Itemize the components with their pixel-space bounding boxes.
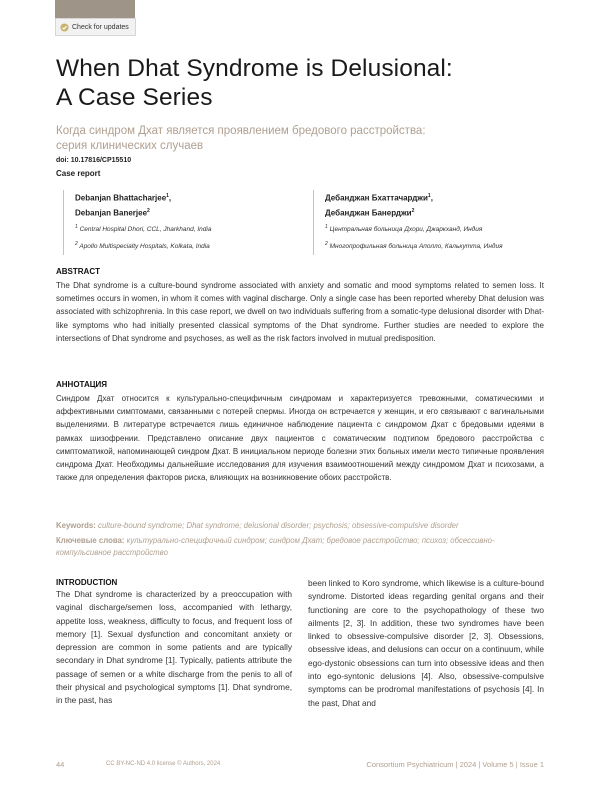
abstract-text: The Dhat syndrome is a culture-bound syndrome associated with anxiety and somatic and mood symptoms related to semen loss. It sometimes occurs in women, in whom it comes with vaginal discharge. Only a single case has been reported whereby Dhat delusion was associated with schizophrenia. In this case report, we dwell on two individuals suffering from a somatic-type delusional disorder with Dhat-like symptoms who had initially presented classical symptoms of the Dhat syndrome. Further studies are needed to explore the intersections of Dhat syndrome and psychoses, as well as the risk factors involved in mutual predisposition. [56, 281, 544, 343]
license-text: CC BY-NC-ND 4.0 license © Authors, 2024 [106, 761, 221, 767]
abstract-heading: ABSTRACT [56, 267, 100, 276]
keywords-en-label: Keywords: [56, 521, 96, 530]
check-updates-label: Check for updates [72, 23, 129, 31]
author-1-en: Debanjan Bhattacharjee$^1$, [75, 193, 172, 203]
intro-column-right [308, 577, 544, 710]
keywords-ru-label: Ключевые слова: [56, 536, 125, 545]
page-number: 44 [56, 760, 65, 769]
doi[interactable]: doi: 10.17816/CP15510 [56, 157, 132, 164]
keywords-en [56, 520, 544, 532]
author-2-en: Debanjan Banerjee$^2$ [75, 207, 150, 218]
affiliation-1-ru: $^1$ Центральная больница Дхори, Джаркханд, Индия [325, 224, 483, 234]
article-title [56, 54, 536, 112]
authors-russian [313, 190, 553, 255]
annotation-text: Синдром Дхат относится к культурально-специфичным синдромам и характеризуется тревожными, соматическими и аффективными симптомами, связанными с потерей спермы. Иногда он встречается у женщин, и его связывают с вагинальными выделениями. В литературе встречается лишь единичное наблюдение пациента с синдромом Дхат с бредовыми идеями в рамках шизофрении. Представлено описание двух пациентов с соматическим подтипом бредового расстройства с симптоматикой, напоминающей синдром Дхат. В инициальном периоде болезни этих больных имели место типичные проявления синдрома Дхат. Необходимы дальнейшие исследования для изучения взаимоотношений между синдромом Дхат и психозами, а также для определения факторов риска, влияющих на возникновение обоих расстройств. [56, 394, 544, 483]
intro-column-left [56, 577, 292, 708]
intro-text-right: been linked to Koro syndrome, which likewise is a culture-bound syndrome. Distorted ideas regarding genital organs and their functioning are core to the psychopathology of these two ailments [2, 3]. In addition, these two syndromes have been linked to obsessive-compulsive disorder [2, 3]. Obsessions, obsessive ideas, and delusions can occur on a continuum, while ego-dystonic obsessions can turn into obsessive ideas and then into ego-syntonic delusions [4]. Also, obsessive-compulsive symptoms can be prodromal manifestations of psychosis [4]. In the past, Dhat and [308, 578, 544, 708]
keywords-ru-text: культурально-специфичный синдром; синдром Дхат; бредовое расстройство; психоз; обсессивно-компульсивное расстройство [56, 536, 495, 557]
check-for-updates-badge[interactable] [55, 18, 136, 36]
russian-title-line1: Когда синдром Дхат является проявлением бредового расстройства: [56, 125, 426, 137]
authors-english [63, 190, 303, 255]
article-title-line2: A Case Series [56, 84, 213, 111]
check-updates-icon [60, 23, 69, 32]
affiliation-2-ru: $^2$ Многопрофильная больница Аполло, Калькутта, Индия [325, 241, 503, 251]
author-1-ru: Дебанджан Бхаттачарджи$^1$, [325, 193, 433, 203]
article-type: Case report [56, 169, 101, 178]
affiliation-1-en: $^1$ Central Hospital Dhori, CCL, Jharkhand, India [75, 224, 212, 234]
annotation-heading: АННОТАЦИЯ [56, 380, 108, 389]
intro-text-left: The Dhat syndrome is characterized by a preoccupation with vaginal discharge/semen loss, accompanied with lethargy, appetite loss, weakness, difficulty to focus, and frequent loss of memory [1]. Sexual dysfunction and concomitant anxiety or depression are common in some patients and are typically secondary in Dhat syndrome [1]. Typically, patients attribute the passage of semen or a white discharge from the penis to all of their physical and psychological symptoms [1]. Dhat syndrome, in the past, has [56, 589, 292, 706]
article-title-line1: When Dhat Syndrome is Delusional: [56, 55, 453, 82]
keywords-en-text: culture-bound syndrome; Dhat syndrome; delusional disorder; psychosis; obsessive-compulsive disorder [98, 521, 459, 530]
keywords-ru [56, 535, 544, 558]
introduction-heading: INTRODUCTION [56, 578, 118, 587]
header-color-bar [55, 0, 135, 18]
russian-title-line2: серия клинических случаев [56, 140, 204, 152]
russian-title [56, 124, 536, 154]
journal-info: Consortium Psychiatricum | 2024 | Volume 5 | Issue 1 [366, 760, 544, 769]
page-footer [56, 760, 544, 774]
affiliation-2-en: $^2$ Apollo Multispecialty Hospitals, Kolkata, India [75, 241, 210, 251]
author-2-ru: Дебанджан Банерджи$^2$ [325, 207, 415, 218]
